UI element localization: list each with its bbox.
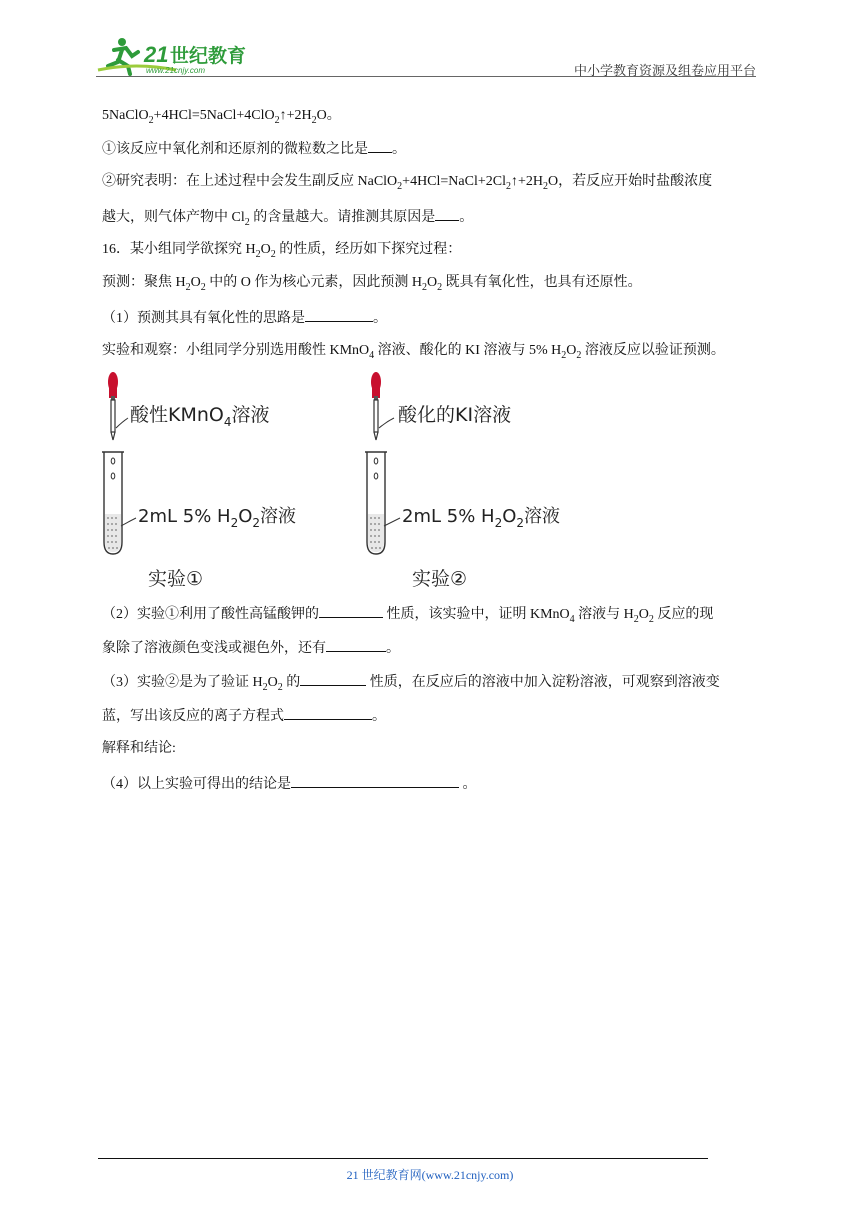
answer-blank[interactable]	[305, 307, 373, 322]
answer-blank[interactable]	[326, 637, 386, 652]
question-1-ratio: ①该反应中氧化剂和还原剂的微粒数之比是 。	[102, 138, 406, 160]
sub-question-2-line-1: （2）实验①利用了酸性高锰酸钾的 性质，该实验中，证明 KMnO$_4$ 溶液与 $H_2O_2$ 反应的现	[102, 603, 713, 625]
svg-text:2mL 5% H2O2溶液: 2mL 5% $H_2O_2$溶液	[138, 506, 297, 530]
answer-blank[interactable]	[368, 138, 392, 153]
footer-divider	[98, 1158, 708, 1159]
exp1-reagent-label: 酸性KMnO	[130, 404, 224, 426]
sub-question-3-line-1: （3）实验②是为了验证 $H_2O_2$ 的 性质，在反应后的溶液中加入淀粉溶液，可观察到溶液变	[102, 671, 720, 693]
sub-question-1: （1）预测其具有氧化性的思路是 。	[102, 307, 387, 329]
header-divider	[96, 76, 756, 77]
answer-blank[interactable]	[435, 206, 459, 221]
answer-blank[interactable]	[284, 705, 372, 720]
test-tube-2	[365, 452, 400, 554]
problem-16-heading: 16．某小组同学欲探究 $H_2O_2$ 的性质，经历如下探究过程：	[102, 242, 462, 260]
svg-text:酸性KMnO4溶液: 酸性KMnO$_4$溶液	[130, 404, 270, 429]
svg-text:21: 21	[144, 42, 169, 67]
site-logo	[96, 36, 266, 76]
header-platform-text: 中小学教育资源及组卷应用平台	[573, 64, 756, 79]
experiment-figure	[96, 366, 636, 596]
sub-question-4: （4）以上实验可得出的结论是 。	[102, 773, 477, 795]
sub-question-3-line-2: 蓝，写出该反应的离子方程式 。	[102, 705, 386, 727]
svg-text:www.21cnjy.com: www.21cnjy.com	[146, 66, 205, 75]
page-header	[96, 30, 756, 80]
exp2-caption: 实验②	[412, 568, 468, 590]
svg-text:2mL 5% H2O2溶液: 2mL 5% $H_2O_2$溶液	[402, 506, 561, 530]
dropper-1	[108, 372, 128, 440]
answer-blank[interactable]	[291, 773, 459, 788]
exp1-caption: 实验①	[148, 568, 204, 590]
dropper-2	[371, 372, 394, 440]
svg-text:世纪教育: 世纪教育	[170, 45, 247, 67]
question-2-line-2: 越大，则气体产物中 $Cl_2$ 的含量越大。请推测其原因是 。	[102, 206, 473, 228]
footer-text[interactable]: 21 世纪教育网(www.21cnjy.com)	[346, 1168, 514, 1182]
sub-question-2-line-2: 象除了溶液颜色变浅或褪色外，还有 。	[102, 637, 400, 659]
exp2-reagent-label: 酸化的KI溶液	[398, 404, 512, 426]
experiment-intro: 实验和观察：小组同学分别选用酸性 KMnO$_4$ 溶液、酸化的 KI 溶液与 5% $H_2O_2$ 溶液反应以验证预测。	[102, 343, 725, 361]
answer-blank[interactable]	[319, 603, 383, 618]
answer-blank[interactable]	[300, 671, 366, 686]
tube2-label: 2mL 5% H	[402, 506, 495, 527]
equation-line: $5NaClO_2+4HCl=5NaCl+4ClO_2↑+2H_2O$。	[102, 108, 341, 126]
test-tube-1	[102, 452, 136, 554]
tube1-label: 2mL 5% H	[138, 506, 231, 527]
prediction-text: 预测：聚焦 $H_2O_2$ 中的 O 作为核心元素，因此预测 $H_2O_2$ 既具有氧化性，也具有还原性。	[102, 275, 642, 293]
question-2-line-1: ②研究表明：在上述过程中会发生副反应 $NaClO_2+4HCl=NaCl+2Cl_2↑+2H_2O$，若反应开始时盐酸浓度	[102, 174, 713, 192]
conclusion-heading: 解释和结论:	[102, 741, 176, 756]
